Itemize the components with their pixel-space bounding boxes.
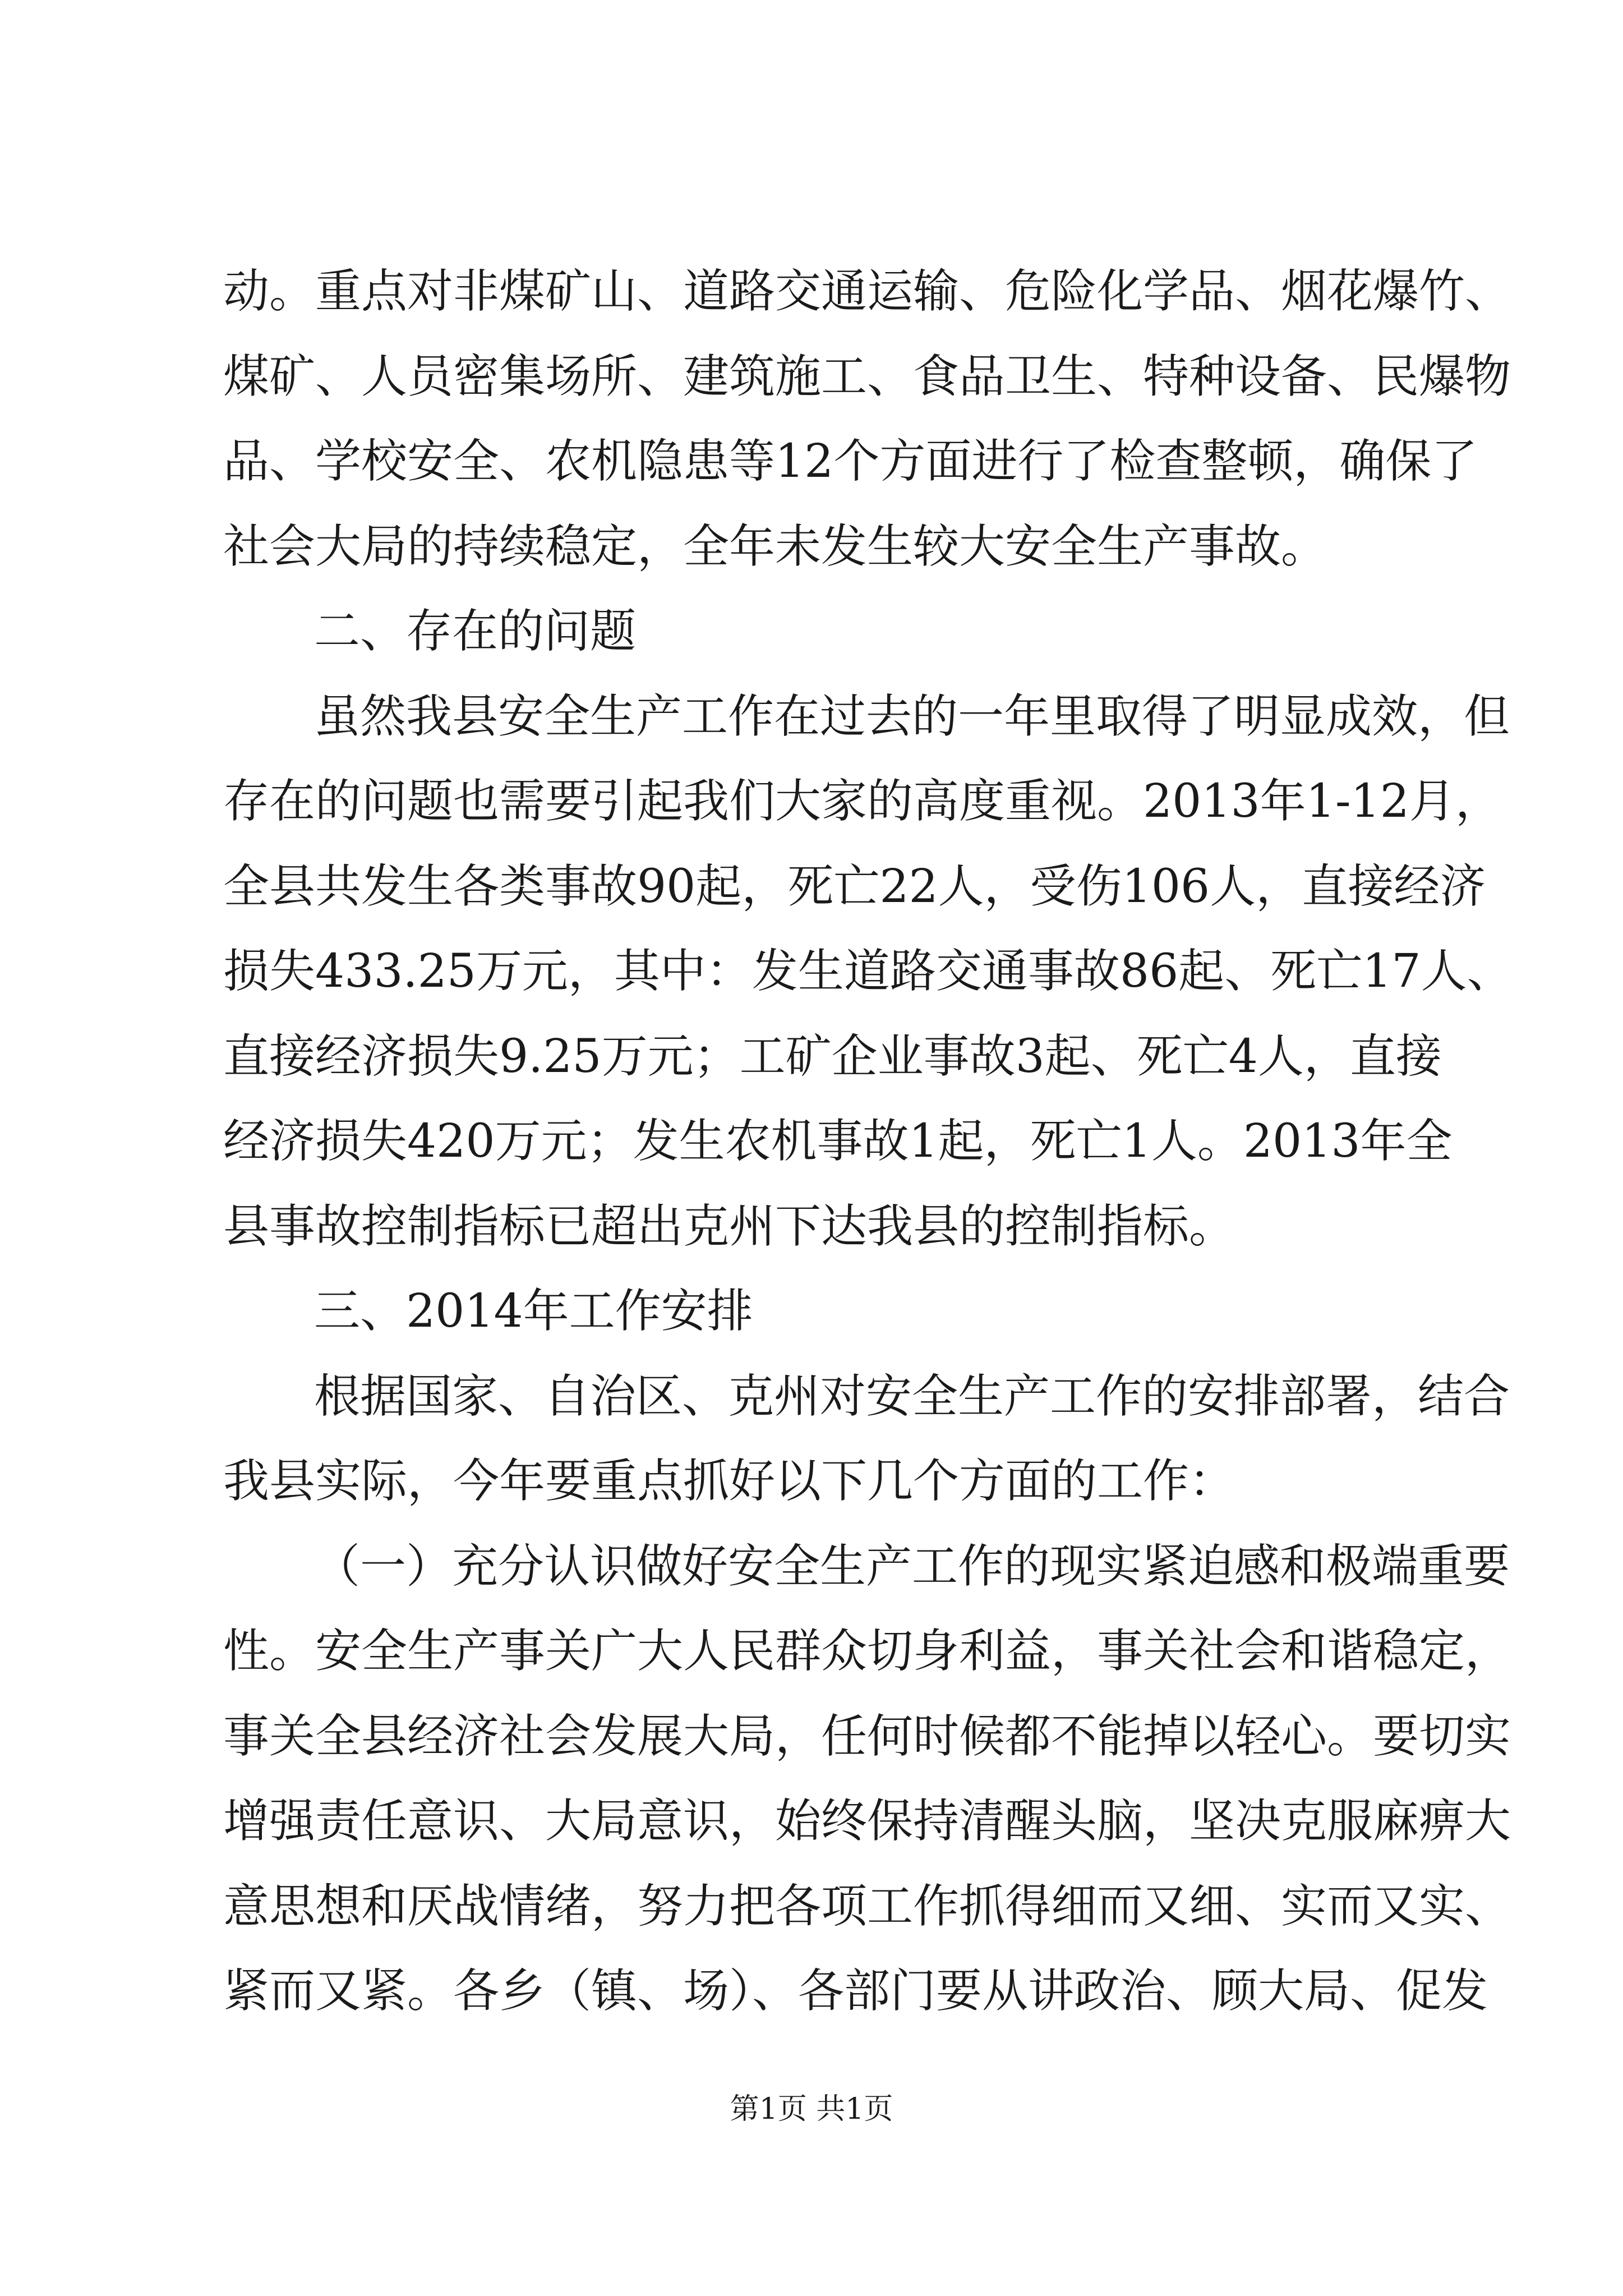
text-line: 虽然我县安全生产工作在过去的一年里取得了明显成效，但 <box>314 690 1510 743</box>
text-line: 意思想和厌战情绪，努力把各项工作抓得细而又细、实而又实、 <box>223 1880 1511 1933</box>
section-heading: 二、存在的问题 <box>314 605 637 658</box>
text-line: 损失433.25万元，其中：发生道路交通事故86起、死亡17人、 <box>223 945 1513 998</box>
text-line: 根据国家、自治区、克州对安全生产工作的安排部署，结合 <box>314 1370 1510 1423</box>
text-line: 我县实际，今年要重点抓好以下几个方面的工作： <box>223 1455 1235 1508</box>
text-line: 品、学校安全、农机隐患等12个方面进行了检查整顿，确保了 <box>223 435 1478 488</box>
text-line: 全县共发生各类事故90起，死亡22人，受伤106人，直接经济 <box>223 860 1486 913</box>
text-line: 性。安全生产事关广大人民群众切身利益，事关社会和谐稳定， <box>223 1625 1511 1678</box>
text-line: 事关全县经济社会发展大局，任何时候都不能掉以轻心。要切实 <box>223 1710 1511 1763</box>
section-heading: 三、2014年工作安排 <box>314 1285 753 1338</box>
text-line: 增强责任意识、大局意识，始终保持清醒头脑，坚决克服麻痹大 <box>223 1795 1511 1848</box>
text-line: （一）充分认识做好安全生产工作的现实紧迫感和极端重要 <box>314 1540 1510 1593</box>
text-line: 经济损失420万元；发生农机事故1起，死亡1人。2013年全 <box>223 1115 1453 1168</box>
text-line: 煤矿、人员密集场所、建筑施工、食品卫生、特种设备、民爆物 <box>223 350 1511 403</box>
text-line: 存在的问题也需要引起我们大家的高度重视。2013年1-12月， <box>223 775 1501 828</box>
page-footer: 第1页 共1页 <box>730 2092 893 2126</box>
text-line: 县事故控制指标已超出克州下达我县的控制指标。 <box>223 1200 1235 1253</box>
text-line: 直接经济损失9.25万元；工矿企业事故3起、死亡4人，直接 <box>223 1030 1442 1083</box>
text-line: 社会大局的持续稳定，全年未发生较大安全生产事故。 <box>223 520 1327 573</box>
text-line: 动。重点对非煤矿山、道路交通运输、危险化学品、烟花爆竹、 <box>223 265 1511 318</box>
text-line: 紧而又紧。各乡（镇、场）、各部门要从讲政治、顾大局、促发 <box>223 1964 1488 2018</box>
